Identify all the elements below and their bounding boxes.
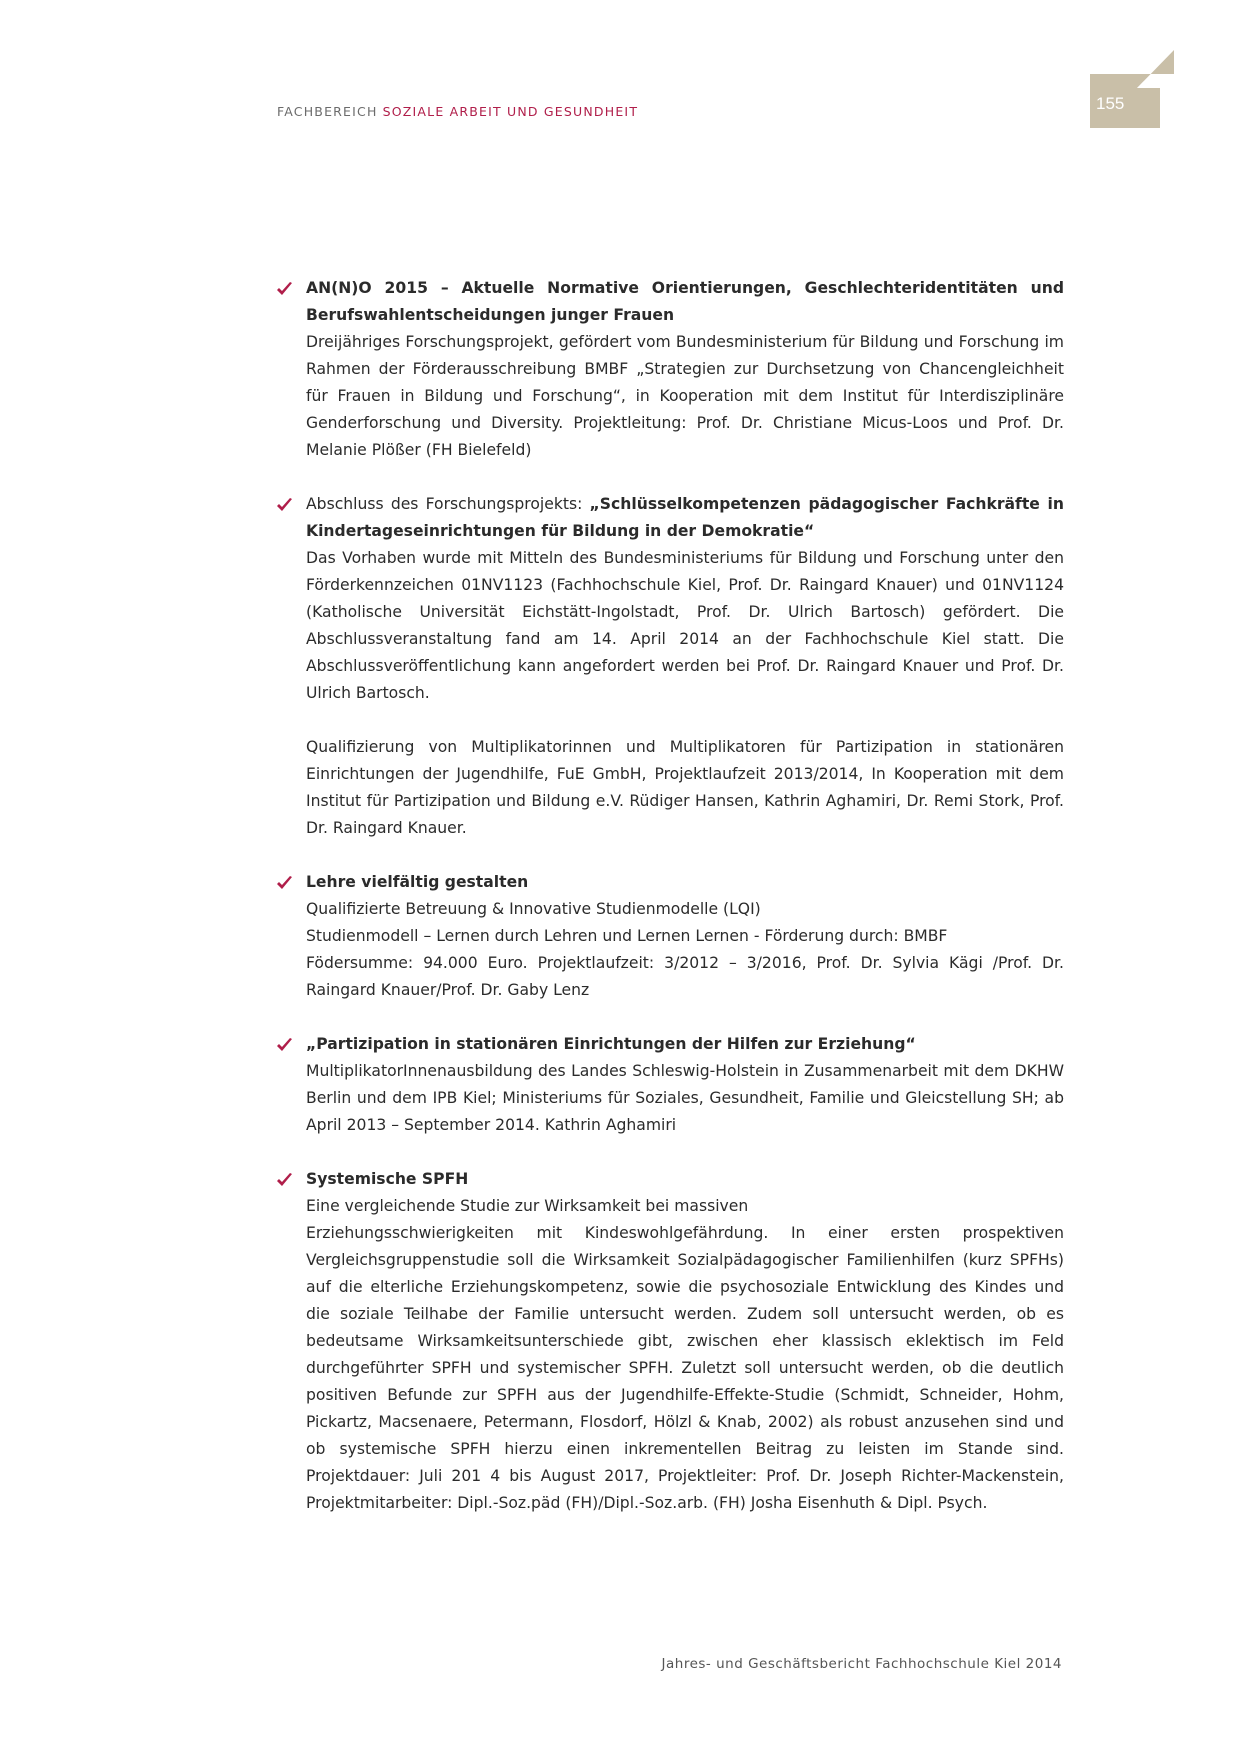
entry-title-main: „Schlüsselkompetenzen pädagogischer Fachkräfte in Kindertageseinrichtungen für Bildung in der Demokratie“ bbox=[306, 495, 1064, 540]
header-label: FACHBEREICH bbox=[277, 104, 378, 119]
entry-title: „Partizipation in stationären Einrichtungen der Hilfen zur Erziehung“ bbox=[306, 1035, 916, 1053]
header-section: SOZIALE ARBEIT UND GESUNDHEIT bbox=[382, 104, 639, 119]
check-bullet-icon bbox=[276, 875, 293, 890]
entry-body-secondary: Qualifizierung von Multiplikatorinnen und Multiplikatoren für Partizipation in stationären Einrichtungen der Jugendhilfe, FuE GmbH, Projektlaufzeit 2013/2014, In Kooperation mit dem Institut für Partizipation und Bildung e.V. Rüdiger Hansen, Kathrin Aghamiri, Dr. Remi Stork, Prof. Dr. Raingard Knauer. bbox=[306, 738, 1064, 837]
running-footer: Jahres- und Geschäftsbericht Fachhochschule Kiel 2014 bbox=[661, 1656, 1062, 1672]
entry-title: AN(N)O 2015 – Aktuelle Normative Orientierungen, Geschlechteridentitäten und Berufswahlentscheidungen junger Frauen bbox=[306, 279, 1064, 324]
entry-line: Studienmodell – Lernen durch Lehren und Lernen Lernen - Förderung durch: BMBF bbox=[306, 927, 948, 945]
entry-subtitle: Qualifizierte Betreuung & Innovative Studienmodelle (LQI) bbox=[306, 900, 761, 918]
entry-anno-2015 bbox=[306, 275, 1064, 464]
page-tab bbox=[1090, 44, 1174, 128]
check-bullet-icon bbox=[276, 281, 293, 296]
entry-body: Das Vorhaben wurde mit Mitteln des Bundesministeriums für Bildung und Forschung unter den Förderkennzeichen 01NV1123 (Fachhochschule Kiel, Prof. Dr. Raingard Knauer) und 01NV1124 (Katholische Universität Eichstätt-Ingolstadt, Prof. Dr. Ulrich Bartosch) gefördert. Die Abschlussveranstaltung fand am 14. April 2014 an der Fachhochschule Kiel statt. Die Abschlussveröffentlichung kann angefordert werden bei Prof. Dr. Raingard Knauer und Prof. Dr. Ulrich Bartosch. bbox=[306, 549, 1064, 702]
entry-lehre-vielfaeltig bbox=[306, 869, 1064, 1004]
page-tab-shape bbox=[1090, 44, 1174, 128]
main-content bbox=[306, 275, 1064, 1544]
entry-title: Lehre vielfältig gestalten bbox=[306, 873, 529, 891]
entry-partizipation bbox=[306, 1031, 1064, 1139]
entry-body: MultiplikatorInnenausbildung des Landes Schleswig-Holstein in Zusammenarbeit mit dem DKHW Berlin und dem IPB Kiel; Ministeriums für Soziales, Gesundheit, Familie und Gleicstellung SH; ab April 2013 – September 2014. Kathrin Aghamiri bbox=[306, 1062, 1064, 1134]
page-number: 155 bbox=[1096, 94, 1125, 113]
entry-title bbox=[306, 491, 1064, 545]
check-bullet-icon bbox=[276, 497, 293, 512]
entry-title-prefix: Abschluss des Forschungsprojekts: bbox=[306, 495, 590, 513]
running-header bbox=[277, 104, 638, 119]
entry-title: Systemische SPFH bbox=[306, 1170, 469, 1188]
check-bullet-icon bbox=[276, 1172, 293, 1187]
entry-systemische-spfh bbox=[306, 1166, 1064, 1517]
entry-body: Dreijähriges Forschungsprojekt, gefördert vom Bundesministerium für Bildung und Forschung im Rahmen der Förderausschreibung BMBF „Strategien zur Durchsetzung von Chancengleichheit für Frauen in Bildung und Forschung“, in Kooperation mit dem Institut für Interdisziplinäre Genderforschung und Diversity. Projektleitung: Prof. Dr. Christiane Micus-Loos und Prof. Dr. Melanie Plößer (FH Bielefeld) bbox=[306, 333, 1064, 459]
entry-body: Födersumme: 94.000 Euro. Projektlaufzeit: 3/2012 – 3/2016, Prof. Dr. Sylvia Kägi /Prof. Dr. Raingard Knauer/Prof. Dr. Gaby Lenz bbox=[306, 954, 1064, 999]
entry-schluesselkompetenzen bbox=[306, 491, 1064, 842]
check-bullet-icon bbox=[276, 1037, 293, 1052]
entry-subtitle: Eine vergleichende Studie zur Wirksamkeit bei massiven bbox=[306, 1197, 749, 1215]
entry-body: Erziehungsschwierigkeiten mit Kindeswohlgefährdung. In einer ersten prospektiven Vergleichsgruppenstudie soll die Wirksamkeit Sozialpädagogischer Familienhilfen (kurz SPFHs) auf die elterliche Erziehungskompetenz, sowie die psychosoziale Entwicklung des Kindes und die soziale Teilhabe der Familie untersucht werden. Zudem soll untersucht werden, ob es bedeutsame Wirksamkeitsunterschiede gibt, zwischen eher klassisch eklektisch im Feld durchgeführter SPFH und systemischer SPFH. Zuletzt soll untersucht werden, ob die deutlich positiven Befunde zur SPFH aus der Jugendhilfe-Effekte-Studie (Schmidt, Schneider, Hohm, Pickartz, Macsenaere, Petermann, Flosdorf, Hölzl & Knab, 2002) als robust anzusehen sind und ob systemische SPFH hierzu einen inkrementellen Beitrag zu leisten im Stande sind. Projektdauer: Juli 201 4 bis August 2017, Projektleiter: Prof. Dr. Joseph Richter-Mackenstein, Projektmitarbeiter: Dipl.-Soz.päd (FH)/Dipl.-Soz.arb. (FH) Josha Eisenhuth & Dipl. Psych. bbox=[306, 1224, 1064, 1512]
